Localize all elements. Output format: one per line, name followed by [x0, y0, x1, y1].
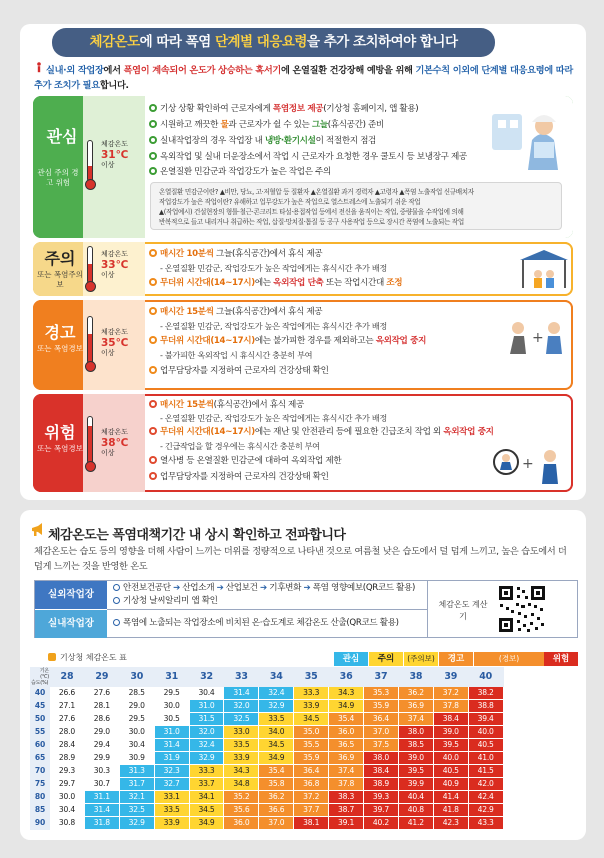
- table-cell: 36.2: [259, 791, 294, 804]
- table-row: [31, 752, 504, 765]
- table-cell: 38.0: [398, 726, 433, 739]
- table-cell: 38.3: [329, 791, 364, 804]
- table-cell: 32.1: [119, 791, 154, 804]
- table-cell: 35.5: [294, 739, 329, 752]
- table-cell: 32.0: [224, 700, 259, 713]
- table-cell: 38.5: [398, 739, 433, 752]
- bullet-icon: [149, 278, 157, 286]
- humidity-header: 55: [31, 726, 50, 739]
- table-cell: 31.3: [119, 765, 154, 778]
- table-cell: 40.5: [468, 739, 503, 752]
- thermometer-icon: [85, 246, 95, 292]
- table-cell: 35.9: [294, 752, 329, 765]
- danger-item-2: 무더위 시간대(14~17시)에는 재난 및 안전관리 등에 필요한 긴급조치 작업 외 옥외작업 중지: [149, 427, 494, 438]
- qr-code-icon[interactable]: [497, 584, 547, 634]
- level-warning-temp: 체감온도 35℃ 이상: [101, 328, 129, 357]
- table-cell: 34.3: [329, 687, 364, 700]
- level-warning-sub: 또는 폭염경보: [37, 344, 83, 353]
- table-cell: 29.7: [50, 778, 85, 791]
- table-cell: 30.4: [189, 687, 224, 700]
- table-cell: 31.0: [154, 726, 189, 739]
- humidity-header: 70: [31, 765, 50, 778]
- table-cell: 31.4: [154, 739, 189, 752]
- table-cell: 42.4: [468, 791, 503, 804]
- table-cell: 40.0: [468, 726, 503, 739]
- table-cell: 33.0: [224, 726, 259, 739]
- table-cell: 32.3: [154, 765, 189, 778]
- table-cell: 35.6: [224, 804, 259, 817]
- caution-sub-1: - 온열질환 민감군, 작업강도가 높은 작업에게는 휴식시간 추가 배정: [160, 263, 387, 273]
- humidity-header: 80: [31, 791, 50, 804]
- intro-p5: 기본수칙 이외에 단계별 대응요령에 따라 추가 조치가 필요: [34, 65, 573, 91]
- legend-caution-sub: (주의보): [404, 652, 438, 666]
- table-cell: 35.0: [294, 726, 329, 739]
- humidity-header: 50: [31, 713, 50, 726]
- legend-caution: 주의: [369, 652, 403, 666]
- table-cell: 37.7: [294, 804, 329, 817]
- svg-text:+: +: [532, 330, 544, 346]
- interest-item-3: 실내작업장의 경우 작업장 내 냉방·환기시설이 적절한지 점검: [149, 136, 376, 147]
- table-cell: 39.3: [364, 791, 399, 804]
- table-cell: 37.4: [329, 765, 364, 778]
- table-row: [31, 687, 504, 700]
- table-cell: 31.1: [84, 791, 119, 804]
- table-cell: 27.6: [50, 713, 85, 726]
- table-cell: 40.8: [398, 804, 433, 817]
- table-cell: 34.8: [224, 778, 259, 791]
- bullet-icon: [149, 152, 157, 160]
- interest-item-1: 기상 상황 확인하여 근로자에게 폭염정보 제공(기상청 홈페이지, 앱 활용): [149, 104, 418, 115]
- outdoor-label: 실외작업장: [35, 581, 107, 609]
- humidity-header: 65: [31, 752, 50, 765]
- table-cell: 29.5: [119, 713, 154, 726]
- level-caution-temp: 체감온도 33℃ 이상: [101, 250, 129, 279]
- bullet-icon: [149, 427, 157, 435]
- table-cell: 32.7: [154, 778, 189, 791]
- danger-item-4: 업무담당자를 지정하여 근로자의 건강상태 확인: [149, 472, 329, 483]
- table-cell: 29.9: [84, 752, 119, 765]
- table-cell: 32.9: [189, 752, 224, 765]
- table-cell: 35.9: [364, 700, 399, 713]
- table-cell: 38.1: [294, 817, 329, 830]
- thermometer-icon: [85, 416, 95, 472]
- table-cell: 31.4: [84, 804, 119, 817]
- table-cell: 37.2: [294, 791, 329, 804]
- table-cell: 36.8: [294, 778, 329, 791]
- table-cell: 29.5: [154, 687, 189, 700]
- table-cell: 37.0: [364, 726, 399, 739]
- level-interest-temp: 체감온도 31℃ 이상: [101, 140, 129, 169]
- table-cell: 33.5: [154, 804, 189, 817]
- section-description: 체감온도는 습도 등의 영향을 더해 사람이 느끼는 더위를 정량적으로 나타낸 것으로 여름철 낮은 습도에서 덜 덥게 느끼고, 높은 습도에서 더 덥게 느끼는 것을 반영한 온도: [34, 546, 567, 572]
- table-cell: 38.8: [468, 700, 503, 713]
- table-cell: 30.7: [84, 778, 119, 791]
- warning-item-2: 무더위 시간대(14~17시)에는 불가피한 경우를 제외하고는 옥외작업 중지: [149, 336, 426, 347]
- table-cell: 36.6: [259, 804, 294, 817]
- table-row: [31, 726, 504, 739]
- table-cell: 31.5: [189, 713, 224, 726]
- table-cell: 36.2: [398, 687, 433, 700]
- temp-header: 31: [154, 668, 189, 687]
- table-cell: 31.4: [224, 687, 259, 700]
- table-cell: 30.0: [50, 791, 85, 804]
- table-cell: 32.4: [189, 739, 224, 752]
- table-cell: 40.4: [398, 791, 433, 804]
- table-cell: 41.2: [398, 817, 433, 830]
- outdoor-work-restriction-illustration: [488, 440, 572, 486]
- table-cell: 30.4: [119, 739, 154, 752]
- bullet-icon: [149, 456, 157, 464]
- warning-sub-2: - 불가피한 옥외작업 시 휴식시간 충분히 부여: [160, 350, 313, 360]
- table-cell: 35.4: [329, 713, 364, 726]
- humidity-header: 90: [31, 817, 50, 830]
- table-cell: 31.7: [119, 778, 154, 791]
- table-cell: 35.3: [364, 687, 399, 700]
- table-cell: 34.0: [259, 726, 294, 739]
- table-cell: 37.5: [364, 739, 399, 752]
- table-cell: 27.1: [50, 700, 85, 713]
- section-title: 체감온도는 폭염대책기간 내 상시 확인하고 전파합니다: [48, 528, 346, 543]
- indoor-label: 실내작업장: [35, 610, 107, 638]
- table-corner: 기온(℃) 습도(%): [31, 668, 49, 686]
- table-cell: 31.9: [154, 752, 189, 765]
- svg-text:+: +: [522, 456, 534, 472]
- level-danger-temp: 체감온도 38℃ 이상: [101, 428, 129, 457]
- danger-item-1: 매시간 15분씩(휴식공간)에서 휴식 제공: [149, 400, 304, 411]
- table-cell: 36.5: [329, 739, 364, 752]
- health-check-illustration: [504, 314, 570, 358]
- humidity-header: 60: [31, 739, 50, 752]
- table-cell: 34.9: [189, 817, 224, 830]
- humidity-header: 40: [31, 687, 50, 700]
- interest-note: 온열질환 민감군이란? ▲비만, 당뇨, 고·저혈압 등 질환자 ▲온열질환 과거 경력자 ▲고령자 ▲폭염 노출작업 신규배치자 작업강도가 높은 작업이란? 유해하고 업무강도가 높은 작업으로 열스트레스에 노출되기 쉬운 작업 ▲(작업예시) 건설현장의 형틀·철근·콘크리트 타설·용접작업 등에서 전신을 움직이는 작업, 중량물을 수작업에 의해 반복적으로 들고 내리거나 취급하는 작업, 삽질·망치질·톱질 등 공구 사용작업 등으로 장시간 폭염에 노출되는 작업: [150, 182, 562, 230]
- table-cell: 34.9: [329, 700, 364, 713]
- bullet-icon: [149, 249, 157, 257]
- table-cell: 32.4: [259, 687, 294, 700]
- table-cell: 39.9: [398, 778, 433, 791]
- temp-header: 30: [119, 668, 154, 687]
- table-cell: 40.2: [364, 817, 399, 830]
- table-cell: 37.8: [329, 778, 364, 791]
- table-cell: 28.5: [119, 687, 154, 700]
- interest-item-2: 시원하고 깨끗한 물과 근로자가 쉴 수 있는 그늘(휴식공간) 준비: [149, 120, 384, 131]
- table-cell: 41.0: [468, 752, 503, 765]
- table-cell: 33.9: [224, 752, 259, 765]
- table-cell: 41.4: [433, 791, 468, 804]
- table-cell: 35.4: [259, 765, 294, 778]
- table-row: [31, 791, 504, 804]
- temp-header: 32: [189, 668, 224, 687]
- table-cell: 30.5: [154, 713, 189, 726]
- legend-warning-sub: (경보): [474, 652, 544, 666]
- level-interest-name: 관심: [46, 127, 78, 146]
- table-cell: 40.9: [433, 778, 468, 791]
- level-danger-name: 위험: [44, 423, 76, 442]
- level-caution-sub: 또는 폭염주의보: [37, 270, 83, 289]
- temp-header: 39: [433, 668, 468, 687]
- table-cell: 30.3: [84, 765, 119, 778]
- table-cell: 34.1: [189, 791, 224, 804]
- warning-item-3: 업무담당자를 지정하여 근로자의 건강상태 확인: [149, 366, 329, 377]
- interest-item-5: 온열질환 민감군과 작업강도가 높은 작업은 주의: [149, 167, 331, 178]
- bullet-icon: [149, 472, 157, 480]
- temp-header: 38: [398, 668, 433, 687]
- table-cell: 38.7: [329, 804, 364, 817]
- table-cell: 33.1: [154, 791, 189, 804]
- temp-header: 28: [50, 668, 85, 687]
- table-cell: 35.8: [259, 778, 294, 791]
- table-cell: 32.9: [119, 817, 154, 830]
- table-cell: 39.0: [398, 752, 433, 765]
- calculator-label: 체감온도 계산기: [438, 600, 488, 621]
- table-cell: 34.5: [189, 804, 224, 817]
- intro-p4: 에 온열질환 건강장해 예방을 위해: [280, 65, 416, 76]
- temp-header: 34: [259, 668, 294, 687]
- table-row: [31, 765, 504, 778]
- table-cell: 39.0: [433, 726, 468, 739]
- exclamation-icon: [34, 62, 44, 73]
- table-cell: 38.2: [468, 687, 503, 700]
- table-cell: 32.0: [189, 726, 224, 739]
- table-cell: 35.2: [224, 791, 259, 804]
- table-cell: 36.9: [329, 752, 364, 765]
- warning-item-1: 매시간 15분씩 그늘(휴식공간)에서 휴식 제공: [149, 307, 322, 318]
- legend-interest: 관심: [334, 652, 368, 666]
- table-cell: 34.3: [224, 765, 259, 778]
- table-cell: 39.1: [329, 817, 364, 830]
- page-title: [52, 28, 495, 57]
- title-part-d: 을 추가 조치하여야 합니다: [306, 34, 458, 50]
- table-cell: 28.4: [50, 739, 85, 752]
- table-cell: 33.3: [294, 687, 329, 700]
- table-cell: 43.3: [468, 817, 503, 830]
- table-cell: 32.5: [224, 713, 259, 726]
- temp-header: 37: [364, 668, 399, 687]
- bullet-icon: [149, 136, 157, 144]
- humidity-header: 85: [31, 804, 50, 817]
- danger-item-3: 열사병 등 온열질환 민감군에 대하여 옥외작업 제한: [149, 456, 341, 467]
- table-cell: 37.8: [433, 700, 468, 713]
- table-row: [31, 713, 504, 726]
- legend-warning: 경고: [439, 652, 473, 666]
- intro-text: [34, 62, 574, 93]
- danger-sub-1: - 온열질환 민감군, 작업강도가 높은 작업에게는 휴식시간 추가 배정: [160, 413, 387, 423]
- table-cell: 42.0: [468, 778, 503, 791]
- table-cell: 39.5: [398, 765, 433, 778]
- table-cell: 37.0: [259, 817, 294, 830]
- temp-header: 29: [84, 668, 119, 687]
- humidity-header: 45: [31, 700, 50, 713]
- table-cell: 40.0: [433, 752, 468, 765]
- bullet-icon: [149, 120, 157, 128]
- thermometer-icon: [85, 316, 95, 372]
- bullet-icon: [149, 167, 157, 175]
- table-cell: 34.9: [259, 752, 294, 765]
- table-cell: 31.0: [189, 700, 224, 713]
- table-cell: 39.5: [433, 739, 468, 752]
- table-cell: 41.5: [468, 765, 503, 778]
- megaphone-icon: [30, 522, 46, 538]
- table-cell: 38.4: [364, 765, 399, 778]
- table-cell: 26.6: [50, 687, 85, 700]
- table-cell: 32.9: [259, 700, 294, 713]
- table-cell: 36.4: [364, 713, 399, 726]
- level-warning-name: 경고: [44, 323, 76, 342]
- table-cell: 37.2: [433, 687, 468, 700]
- table-row: [31, 817, 504, 830]
- table-cell: 40.5: [433, 765, 468, 778]
- table-cell: 33.7: [189, 778, 224, 791]
- table-cell: 34.5: [259, 739, 294, 752]
- title-part-a: 체감온도: [89, 34, 140, 50]
- table-cell: 30.9: [119, 752, 154, 765]
- table-cell: 32.5: [119, 804, 154, 817]
- table-cell: 29.0: [84, 726, 119, 739]
- intro-p6: 합니다.: [99, 80, 129, 91]
- table-cell: 28.9: [50, 752, 85, 765]
- temp-header: 33: [224, 668, 259, 687]
- table-cell: 33.5: [259, 713, 294, 726]
- table-cell: 30.4: [50, 804, 85, 817]
- table-cell: 39.7: [364, 804, 399, 817]
- shade-tent-illustration: [516, 246, 572, 290]
- table-cell: 36.4: [294, 765, 329, 778]
- title-part-c: 단계별 대응요령: [214, 34, 307, 50]
- bullet-icon: [149, 400, 157, 408]
- interest-item-4: 옥외작업 및 실내 더운장소에서 작업 시 근로자가 요청한 경우 쿨토시 등 보냉장구 제공: [149, 152, 467, 163]
- workers-shade-illustration: [488, 100, 572, 172]
- intro-p1: 실내·외 작업장: [46, 65, 104, 76]
- table-cell: 28.6: [84, 713, 119, 726]
- table-cell: 42.3: [433, 817, 468, 830]
- bullet-icon: [149, 307, 157, 315]
- table-cell: 28.1: [84, 700, 119, 713]
- level-caution-name: 주의: [44, 249, 76, 268]
- table-row: [31, 804, 504, 817]
- table-cell: 36.9: [398, 700, 433, 713]
- table-cell: 37.4: [398, 713, 433, 726]
- table-cell: 41.8: [433, 804, 468, 817]
- caution-item-2: 무더위 시간대(14~17시)에는 옥외작업 단축 또는 작업시간대 조정: [149, 278, 402, 289]
- level-danger-sub: 또는 폭염경보: [37, 444, 83, 453]
- workplace-box: [34, 580, 578, 638]
- temp-header: 35: [294, 668, 329, 687]
- table-cell: 28.0: [50, 726, 85, 739]
- bullet-icon: [149, 366, 157, 374]
- warning-sub-1: - 온열질환 민감군, 작업강도가 높은 작업에게는 휴식시간 추가 배정: [160, 321, 387, 331]
- table-cell: 34.5: [294, 713, 329, 726]
- table-cell: 29.4: [84, 739, 119, 752]
- table-cell: 33.9: [154, 817, 189, 830]
- table-cell: 29.0: [119, 700, 154, 713]
- table-cell: 27.6: [84, 687, 119, 700]
- table-title: 기상청 체감온도 표: [48, 652, 127, 663]
- legend-danger: 위험: [544, 652, 578, 666]
- table-cell: 33.9: [294, 700, 329, 713]
- temp-header: 40: [468, 668, 503, 687]
- table-cell: 38.9: [364, 778, 399, 791]
- temp-header: 36: [329, 668, 364, 687]
- outdoor-row-2: 기상청 날씨알리미 앱 확인: [113, 596, 218, 607]
- intro-p2: 에서: [103, 65, 124, 76]
- title-part-b: 에 따라 폭염: [139, 34, 215, 50]
- bullet-icon: [149, 336, 157, 344]
- table-cell: 29.3: [50, 765, 85, 778]
- indoor-row-1: 폭염에 노출되는 작업장소에 비치된 온·습도계로 체감온도 산출(QR코드 활용): [113, 618, 399, 629]
- table-row: [31, 739, 504, 752]
- table-cell: 30.8: [50, 817, 85, 830]
- table-cell: 30.0: [154, 700, 189, 713]
- thermometer-icon: [85, 140, 95, 190]
- table-cell: 36.0: [224, 817, 259, 830]
- table-cell: 42.9: [468, 804, 503, 817]
- table-row: [31, 778, 504, 791]
- bullet-icon: [149, 104, 157, 112]
- outdoor-row-1: 안전보건공단 ➔ 산업소개 ➔ 산업보건 ➔ 기후변화 ➔ 폭염 영향예보(QR코드 활용): [113, 583, 415, 594]
- table-row: [31, 700, 504, 713]
- caution-item-1: 매시간 10분씩 그늘(휴식공간)에서 휴식 제공: [149, 249, 322, 260]
- table-cell: 36.0: [329, 726, 364, 739]
- intro-p3: 폭염이 계속되어 온도가 상승하는 혹서기: [123, 65, 281, 76]
- table-cell: 30.0: [119, 726, 154, 739]
- table-cell: 31.8: [84, 817, 119, 830]
- level-interest-sub: 관심 주의 경고 위험: [37, 168, 79, 187]
- table-title-marker-icon: [48, 653, 56, 661]
- table-cell: 39.4: [468, 713, 503, 726]
- danger-sub-2: - 긴급작업을 할 경우에는 휴식시간 충분히 부여: [160, 441, 320, 451]
- table-cell: 33.5: [224, 739, 259, 752]
- humidity-header: 75: [31, 778, 50, 791]
- table-cell: 33.3: [189, 765, 224, 778]
- heat-index-table: [30, 667, 504, 830]
- table-cell: 38.0: [364, 752, 399, 765]
- table-cell: 38.4: [433, 713, 468, 726]
